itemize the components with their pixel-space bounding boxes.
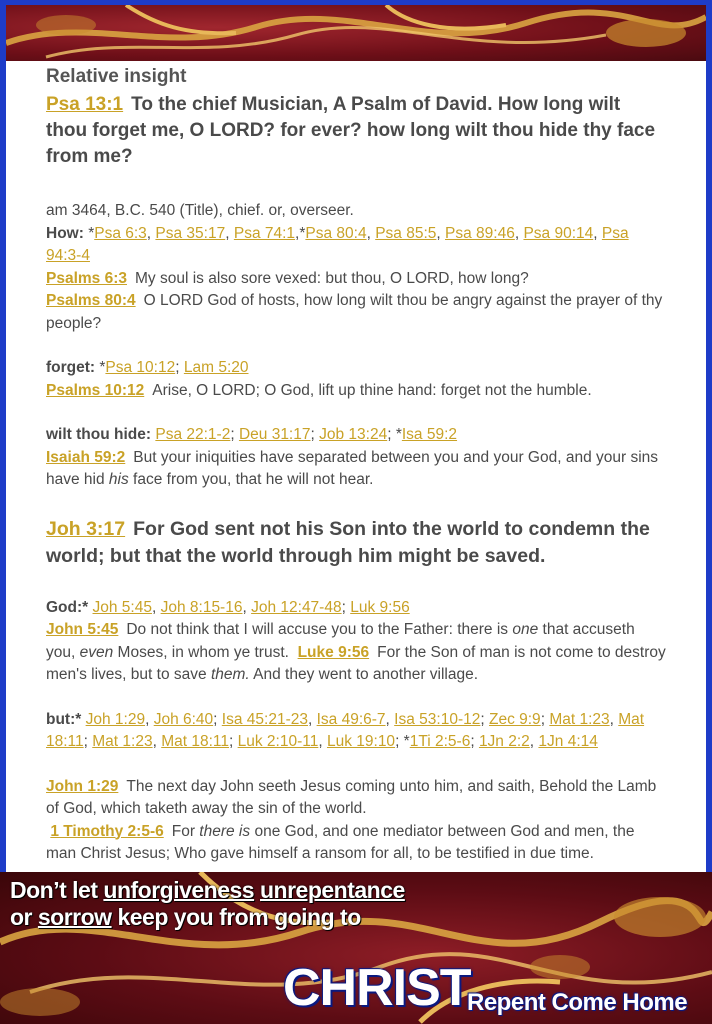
banner-message-line-2: or sorrow keep you from going to bbox=[10, 904, 361, 930]
ref-link[interactable]: Joh 1:29 bbox=[85, 710, 146, 728]
verse-psalms-80-4: Psalms 80:4 O LORD God of hosts, how long wilt thou be angry against the prayer of thy people? bbox=[46, 292, 663, 332]
verse-reference-link[interactable]: Psalms 80:4 bbox=[46, 292, 136, 309]
ref-link[interactable]: Isa 45:21-23 bbox=[221, 710, 308, 728]
gold-swirl-decoration bbox=[6, 5, 706, 61]
ref-link[interactable]: Psa 22:1-2 bbox=[155, 426, 231, 443]
verse-reference-link[interactable]: Psa 13:1 bbox=[46, 94, 124, 115]
ref-link[interactable]: Mat 1:23 bbox=[92, 733, 153, 750]
ref-link[interactable]: Psa 74:1 bbox=[233, 224, 296, 242]
banner-tagline: Repent Come Home bbox=[467, 989, 688, 1016]
ref-link[interactable]: Psa 94:3-4 bbox=[46, 224, 629, 264]
verse-reference-link[interactable]: Psalms 10:12 bbox=[46, 381, 145, 399]
verse-psalms-6-3: Psalms 6:3 My soul is also sore vexed: but thou, O LORD, how long? bbox=[46, 269, 529, 287]
cross-ref-god: God:* Joh 5:45, Joh 8:15-16, Joh 12:47-48; Luk 9:56 bbox=[46, 598, 410, 616]
document-content bbox=[46, 66, 666, 866]
ref-link[interactable]: Mat 1:23 bbox=[549, 710, 610, 728]
ref-link[interactable]: 1Ti 2:5-6 bbox=[409, 733, 471, 750]
top-decorative-banner bbox=[6, 5, 706, 61]
verse-reference-link[interactable]: John 1:29 bbox=[46, 777, 119, 795]
verse-text: To the chief Musician, A Psalm of David. How long wilt thou forget me, O LORD? for ever? how long wilt thou hide thy face from me? bbox=[46, 94, 656, 167]
ref-link[interactable]: 1Jn 2:2 bbox=[478, 733, 530, 750]
verse-isaiah-59-2: Isaiah 59:2 But your iniquities have separated between you and your God, and your sins have hid his face from you, that he will not hear. bbox=[46, 448, 659, 488]
ref-link[interactable]: Psa 90:14 bbox=[523, 224, 594, 242]
ref-link[interactable]: Joh 12:47-48 bbox=[251, 598, 342, 616]
cross-ref-but: but:* Joh 1:29, Joh 6:40; Isa 45:21-23, Isa 49:6-7, Isa 53:10-12; Zec 9:9; Mat 1:23, Mat 18:11; Mat 1:23, Mat 18:11; Luk 2:10-11, Luk 19:10; *1Ti 2:5-6; 1Jn 2:2, 1Jn 4:14 bbox=[46, 710, 645, 750]
page-title: Relative insight bbox=[46, 66, 187, 87]
ref-link[interactable]: Joh 8:15-16 bbox=[160, 598, 243, 616]
verse-psalms-10-12: Psalms 10:12 Arise, O LORD; O God, lift up thine hand: forget not the humble. bbox=[46, 381, 592, 399]
ref-link[interactable]: Psa 80:4 bbox=[305, 224, 367, 242]
verse-john-5-45-and-luke-9-56: John 5:45 Do not think that I will accuse you to the Father: there is one that accuseth you, even Moses, in whom ye trust. Luke 9:56 For the Son of man is not come to destroy men's lives, but to save them. And they went to another village. bbox=[46, 621, 666, 683]
main-verse-psa-13-1 bbox=[46, 92, 666, 170]
cross-ref-forget: forget: *Psa 10:12; Lam 5:20 bbox=[46, 359, 249, 376]
verse-1-timothy-2-5-6: 1 Timothy 2:5-6 For there is one God, and one mediator between God and men, the man Christ Jesus; Who gave himself a ransom for all, to be testified in due time. bbox=[46, 822, 635, 862]
ref-link[interactable]: Psa 35:17 bbox=[155, 224, 226, 242]
cross-ref-hide: wilt thou hide: Psa 22:1-2; Deu 31:17; Job 13:24; *Isa 59:2 bbox=[46, 426, 458, 443]
title-note: am 3464, B.C. 540 (Title), chief. or, overseer. bbox=[46, 202, 354, 219]
verse-reference-link[interactable]: Joh 3:17 bbox=[46, 517, 126, 540]
verse-reference-link[interactable]: Isaiah 59:2 bbox=[46, 448, 126, 466]
ref-link[interactable]: Psa 89:46 bbox=[445, 224, 515, 242]
ref-link[interactable]: Isa 49:6-7 bbox=[316, 710, 386, 728]
ref-link[interactable]: Joh 5:45 bbox=[92, 598, 152, 616]
ref-link[interactable]: 1Jn 4:14 bbox=[538, 733, 598, 750]
ref-link[interactable]: Psa 85:5 bbox=[375, 224, 437, 242]
ref-link[interactable]: Joh 6:40 bbox=[153, 710, 214, 728]
ref-link[interactable]: Luk 9:56 bbox=[350, 598, 410, 616]
ref-link[interactable]: Mat 18:11 bbox=[161, 733, 229, 750]
ref-link[interactable]: Luk 19:10 bbox=[326, 733, 396, 750]
ref-link[interactable]: Luk 2:10-11 bbox=[237, 733, 319, 750]
verse-text: For God sent not his Son into the world to condemn the world; but that the world through him might be saved. bbox=[46, 517, 650, 567]
ref-link[interactable]: Zec 9:9 bbox=[488, 710, 541, 728]
ref-link[interactable]: Isa 53:10-12 bbox=[394, 710, 481, 728]
ref-link[interactable]: Deu 31:17 bbox=[238, 426, 311, 443]
ref-link[interactable]: Isa 59:2 bbox=[401, 426, 458, 443]
ref-link[interactable]: Lam 5:20 bbox=[183, 359, 249, 376]
banner-christ-title: CHRIST bbox=[283, 959, 471, 1017]
ref-link[interactable]: Job 13:24 bbox=[319, 426, 388, 443]
verse-reference-link[interactable]: 1 Timothy 2:5-6 bbox=[50, 822, 164, 840]
document-page bbox=[6, 61, 706, 872]
verse-reference-link[interactable]: Luke 9:56 bbox=[297, 643, 370, 661]
cross-ref-how: How: *Psa 6:3, Psa 35:17, Psa 74:1,*Psa 80:4, Psa 85:5, Psa 89:46, Psa 90:14, Psa 94:3-4 bbox=[46, 224, 629, 264]
verse-john-1-29: John 1:29 The next day John seeth Jesus coming unto him, and saith, Behold the Lamb of God, which taketh away the sin of the world. bbox=[46, 777, 657, 817]
ref-link[interactable]: Psa 6:3 bbox=[94, 224, 147, 242]
verse-reference-link[interactable]: Psalms 6:3 bbox=[46, 269, 127, 287]
verse-reference-link[interactable]: John 5:45 bbox=[46, 621, 119, 638]
ref-link[interactable]: Mat 18:11 bbox=[46, 710, 645, 750]
main-verse-joh-3-17 bbox=[46, 516, 666, 570]
ref-link[interactable]: Psa 10:12 bbox=[105, 359, 176, 376]
banner-message-line-1: Don’t let unforgiveness unrepentance bbox=[10, 877, 405, 903]
